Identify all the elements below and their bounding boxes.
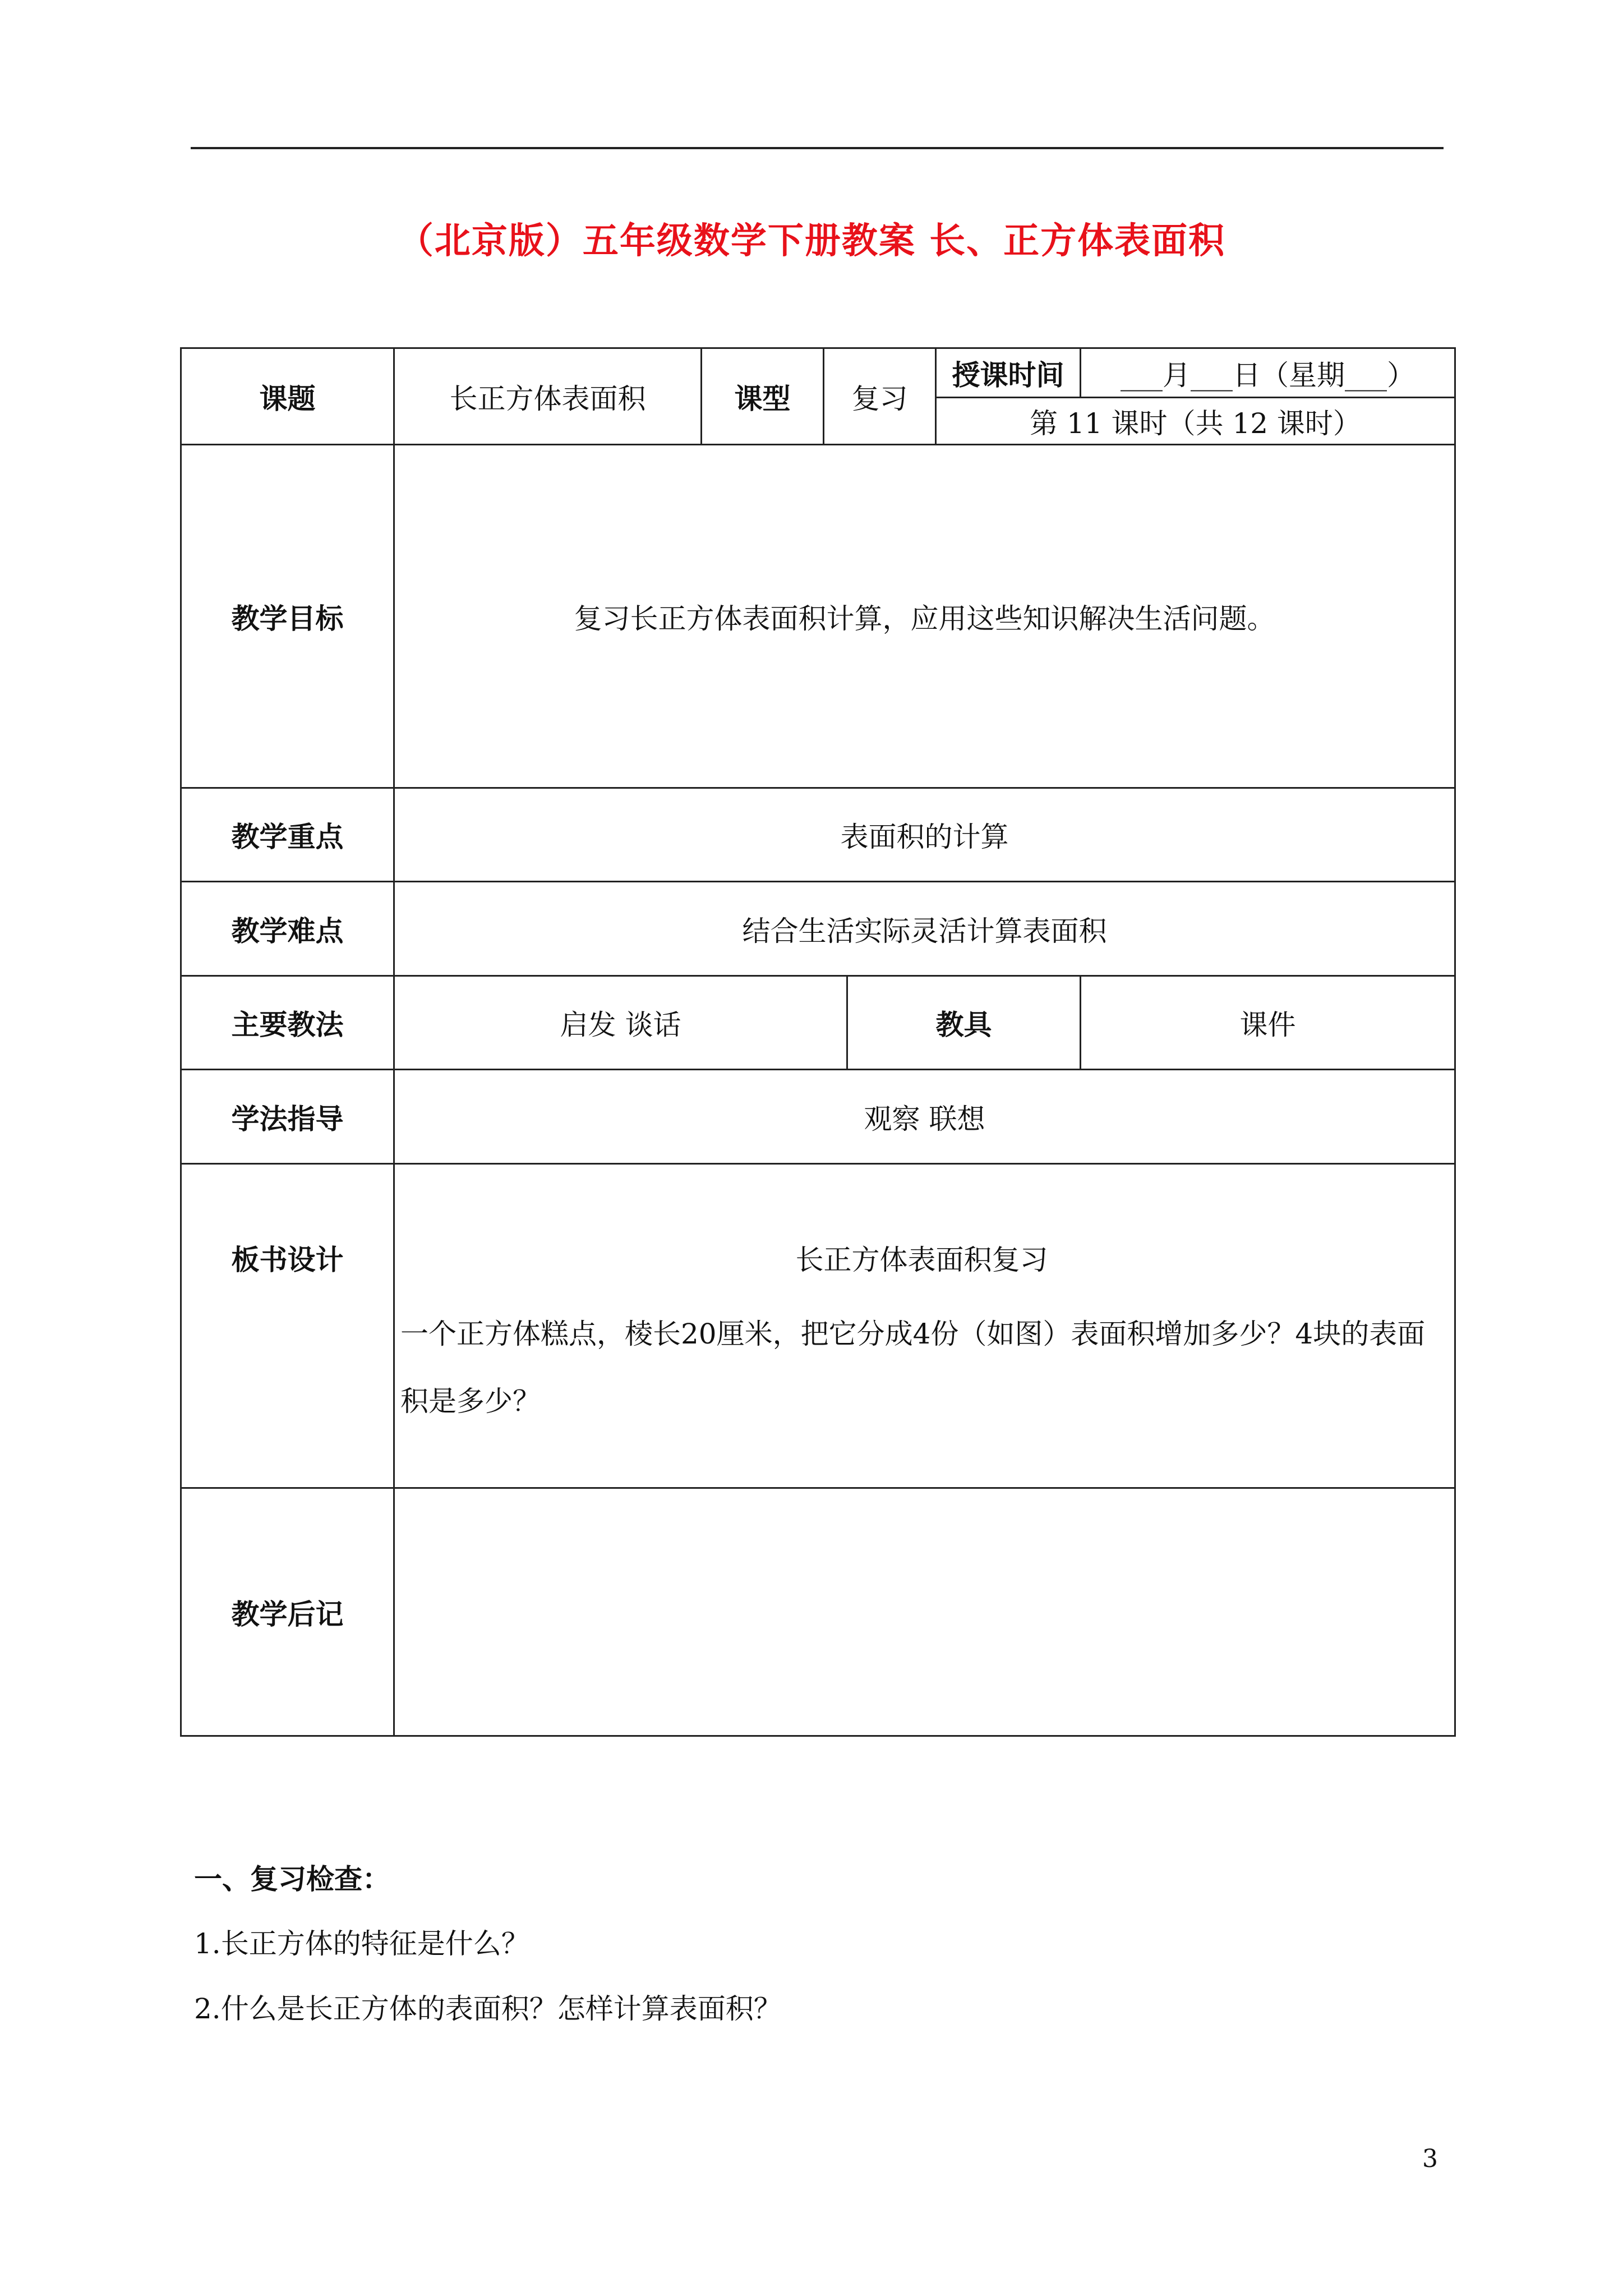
board-subtitle: 长正方体表面积复习 <box>795 1244 1048 1276</box>
section-title: 一、复习检查： <box>194 1863 390 1895</box>
study-row <box>181 1070 1455 1164</box>
tools-value: 课件 <box>1081 976 1455 1070</box>
method-label: 主要教法 <box>181 976 394 1070</box>
objective-row <box>181 445 1455 788</box>
header-rule <box>191 147 1444 149</box>
objective-value: 复习长正方体表面积计算，应用这些知识解决生活问题。 <box>394 445 1455 788</box>
method-row <box>181 976 1455 1070</box>
notes-value <box>394 1488 1455 1736</box>
method-value: 启发 谈话 <box>394 976 847 1070</box>
time-value: ___月___日（星期___） <box>1081 348 1455 398</box>
topic-value: 长正方体表面积 <box>394 348 702 445</box>
lesson-plan-table <box>180 347 1456 1737</box>
topic-label: 课题 <box>181 348 394 445</box>
objective-label: 教学目标 <box>181 445 394 788</box>
key-row <box>181 788 1455 882</box>
tools-label: 教具 <box>847 976 1081 1070</box>
difficulty-label: 教学难点 <box>181 882 394 976</box>
difficulty-value: 结合生活实际灵活计算表面积 <box>394 882 1455 976</box>
difficulty-row <box>181 882 1455 976</box>
document-title: （北京版）五年级数学下册教案 长、正方体表面积 <box>397 220 1226 262</box>
type-value: 复习 <box>824 348 936 445</box>
study-value: 观察 联想 <box>394 1070 1455 1164</box>
period-value: 第 11 课时（共 12 课时） <box>936 398 1455 445</box>
key-value: 表面积的计算 <box>394 788 1455 882</box>
board-label: 板书设计 <box>181 1164 394 1488</box>
board-row <box>181 1164 1455 1488</box>
study-label: 学法指导 <box>181 1070 394 1164</box>
board-content <box>394 1164 1455 1488</box>
key-label: 教学重点 <box>181 788 394 882</box>
type-label: 课型 <box>702 348 824 445</box>
header-row-1 <box>181 348 1455 398</box>
time-label: 授课时间 <box>936 348 1081 398</box>
page-number: 3 <box>1422 2145 1438 2173</box>
question-1: 1.长正方体的特征是什么？ <box>194 1927 529 1960</box>
question-2: 2.什么是长正方体的表面积？怎样计算表面积？ <box>194 1993 782 2025</box>
board-text: 一个正方体糕点，棱长20厘米，把它分成4份（如图）表面积增加多少？4块的表面积是多少？ <box>400 1318 1426 1418</box>
notes-row <box>181 1488 1455 1736</box>
notes-label: 教学后记 <box>181 1488 394 1736</box>
